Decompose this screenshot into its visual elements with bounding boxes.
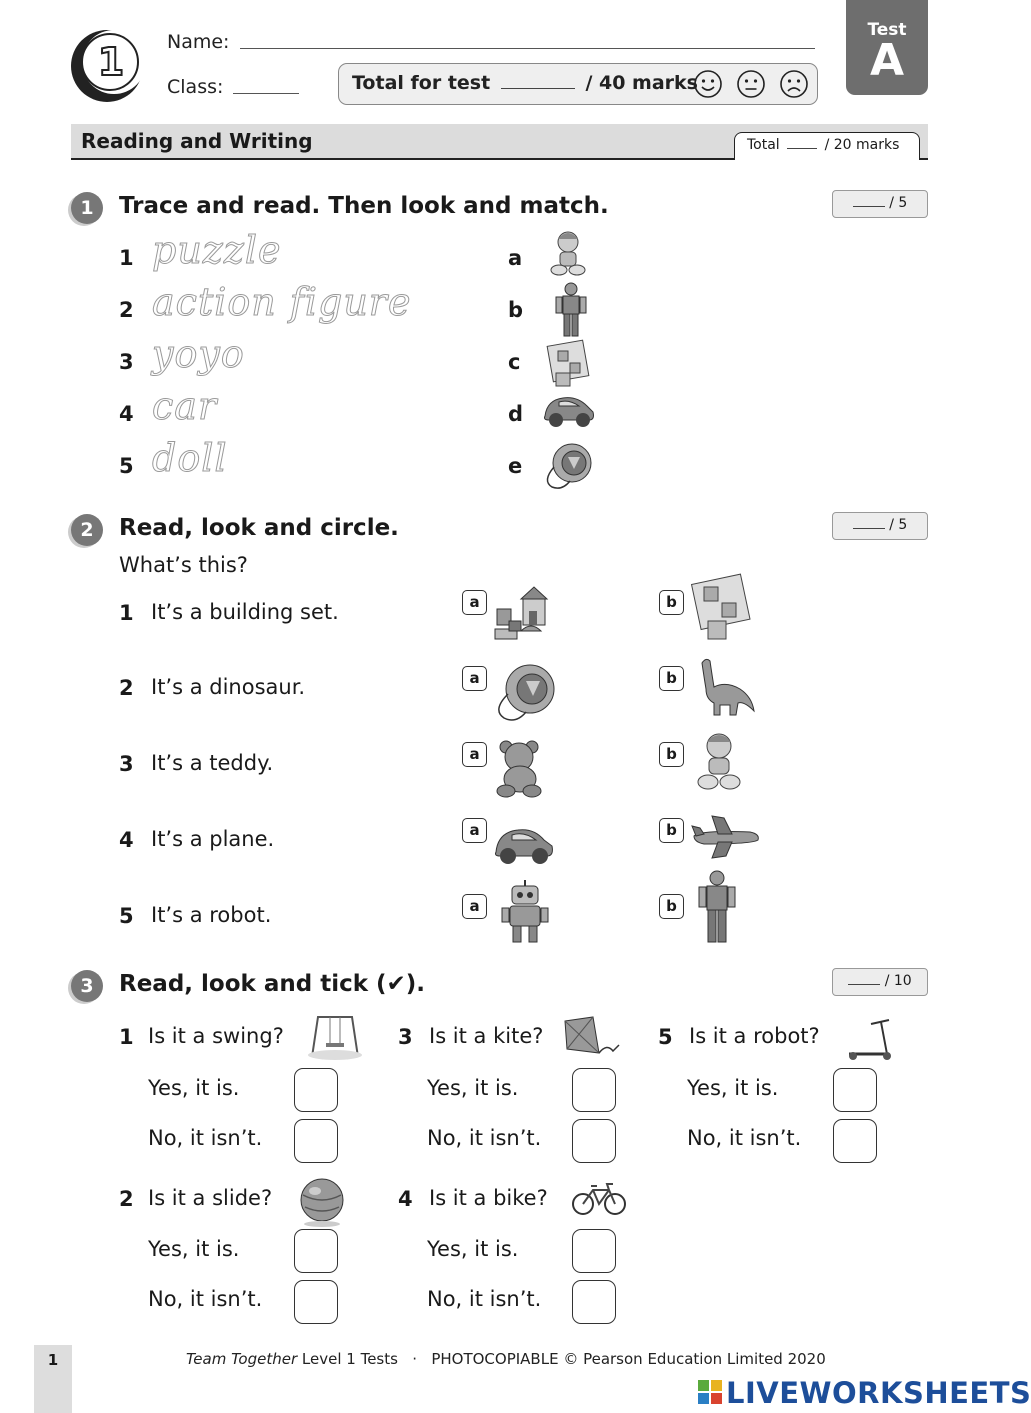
section-total <box>734 132 920 160</box>
option-b-label[interactable]: b <box>659 590 684 615</box>
exercise-2-title: Read, look and circle. <box>119 515 399 541</box>
item-sentence: It’s a robot. <box>151 903 272 927</box>
exercise-3-score <box>832 968 928 996</box>
option-b-label[interactable]: b <box>659 894 684 919</box>
tick-box-no[interactable] <box>294 1280 338 1324</box>
exercise-2-number: 2 <box>71 514 103 546</box>
score-blank[interactable] <box>853 528 885 529</box>
trace-word[interactable]: car <box>152 384 218 428</box>
question-text: Is it a swing? <box>148 1024 284 1048</box>
tick-box-yes[interactable] <box>572 1229 616 1273</box>
action-figure-icon[interactable] <box>553 282 589 338</box>
test-total-blank[interactable] <box>501 88 575 89</box>
bike-icon <box>571 1182 627 1216</box>
exercise-3-number: 3 <box>71 970 103 1002</box>
item-sentence: It’s a plane. <box>151 827 275 851</box>
item-number: 3 <box>119 752 134 776</box>
option-a-label[interactable]: a <box>462 666 487 691</box>
match-letter: c <box>508 350 521 374</box>
trace-word[interactable]: doll <box>152 436 228 480</box>
sad-face-icon <box>779 69 809 99</box>
unit-number: 1 <box>97 40 125 84</box>
item-sentence: It’s a building set. <box>151 600 339 624</box>
neutral-face-icon <box>736 69 766 99</box>
section-total-blank[interactable] <box>787 148 817 149</box>
trace-word[interactable]: puzzle <box>152 228 282 272</box>
test-letter: A <box>869 35 905 86</box>
item-number: 2 <box>119 676 134 700</box>
exercise-2-score <box>832 512 928 540</box>
page-number: 1 <box>34 1345 72 1413</box>
yoyo-icon[interactable] <box>490 662 558 724</box>
class-label: Class: <box>167 76 224 98</box>
plane-icon[interactable] <box>690 814 762 862</box>
class-field[interactable] <box>233 93 299 94</box>
puzzle-icon[interactable] <box>690 573 758 643</box>
tick-box-yes[interactable] <box>294 1229 338 1273</box>
option-b-label[interactable]: b <box>659 666 684 691</box>
tick-box-yes[interactable] <box>833 1068 877 1112</box>
answer-no: No, it isn’t. <box>427 1126 542 1150</box>
liveworksheets-logo-icon <box>698 1380 722 1404</box>
section-title: Reading and Writing <box>81 129 313 153</box>
doll-icon[interactable] <box>545 229 591 279</box>
word-number: 4 <box>119 402 134 426</box>
trace-word[interactable]: yoyo <box>152 332 245 376</box>
question-number: 4 <box>398 1187 413 1211</box>
exercise-3-title: Read, look and tick (✔). <box>119 971 426 997</box>
score-blank[interactable] <box>848 984 880 985</box>
match-letter: d <box>508 402 524 426</box>
test-total-text <box>352 72 698 94</box>
answer-yes: Yes, it is. <box>148 1237 240 1261</box>
score-max: / 10 <box>884 973 912 989</box>
tick-box-no[interactable] <box>294 1119 338 1163</box>
score-max: / 5 <box>889 517 908 533</box>
robot-icon[interactable] <box>500 880 550 944</box>
option-a-label[interactable]: a <box>462 742 487 767</box>
name-label: Name: <box>167 31 230 53</box>
footer-copyright: Level 1 Tests · PHOTOCOPIABLE © Pearson Education Limited 2020 <box>297 1350 826 1368</box>
tick-box-no[interactable] <box>833 1119 877 1163</box>
word-number: 2 <box>119 298 134 322</box>
footer-text <box>186 1350 826 1368</box>
answer-yes: Yes, it is. <box>687 1076 779 1100</box>
ball-icon <box>297 1177 347 1227</box>
question-text: Is it a slide? <box>148 1186 273 1210</box>
puzzle-icon[interactable] <box>546 339 592 389</box>
option-b-label[interactable]: b <box>659 818 684 843</box>
item-number: 4 <box>119 828 134 852</box>
answer-yes: Yes, it is. <box>427 1076 519 1100</box>
name-field[interactable] <box>240 48 815 49</box>
liveworksheets-watermark: LIVEWORKSHEETS <box>726 1376 1031 1410</box>
kite-icon <box>563 1015 621 1059</box>
question-number: 2 <box>119 1187 134 1211</box>
exercise-1-score <box>832 190 928 218</box>
score-max: / 5 <box>889 195 908 211</box>
question-text: Is it a bike? <box>429 1186 548 1210</box>
action-figure-icon[interactable] <box>696 870 738 944</box>
exercise-2-question: What’s this? <box>119 553 248 577</box>
question-number: 3 <box>398 1025 413 1049</box>
car-icon[interactable] <box>492 820 556 868</box>
question-text: Is it a robot? <box>689 1024 820 1048</box>
happy-face-icon <box>693 69 723 99</box>
option-b-label[interactable]: b <box>659 742 684 767</box>
word-number: 1 <box>119 246 134 270</box>
score-blank[interactable] <box>853 206 885 207</box>
doll-icon[interactable] <box>693 730 745 792</box>
item-sentence: It’s a teddy. <box>151 751 274 775</box>
yoyo-icon[interactable] <box>540 441 596 493</box>
trace-word[interactable]: action figure <box>152 280 412 324</box>
tick-box-yes[interactable] <box>294 1068 338 1112</box>
building-set-icon[interactable] <box>493 585 555 645</box>
answer-yes: Yes, it is. <box>148 1076 240 1100</box>
test-tab <box>846 0 928 95</box>
question-number: 5 <box>658 1025 673 1049</box>
test-total-prefix: Total for test <box>352 72 491 94</box>
word-number: 3 <box>119 350 134 374</box>
exercise-1-title: Trace and read. Then look and match. <box>119 193 609 219</box>
tick-box-no[interactable] <box>572 1280 616 1324</box>
car-icon[interactable] <box>541 390 597 430</box>
answer-no: No, it isn’t. <box>427 1287 542 1311</box>
scooter-icon <box>845 1014 903 1062</box>
option-a-label[interactable]: a <box>462 894 487 919</box>
item-number: 1 <box>119 601 134 625</box>
answer-no: No, it isn’t. <box>148 1287 263 1311</box>
tick-box-no[interactable] <box>572 1119 616 1163</box>
word-number: 5 <box>119 454 134 478</box>
swing-icon <box>306 1013 364 1061</box>
tick-box-yes[interactable] <box>572 1068 616 1112</box>
option-a-label[interactable]: a <box>462 818 487 843</box>
test-total-suffix: / 40 marks <box>585 72 698 94</box>
answer-no: No, it isn’t. <box>687 1126 802 1150</box>
section-total-suffix: / 20 marks <box>824 137 900 153</box>
answer-no: No, it isn’t. <box>148 1126 263 1150</box>
item-sentence: It’s a dinosaur. <box>151 675 306 699</box>
book-title: Team Together <box>186 1350 298 1368</box>
dinosaur-icon[interactable] <box>692 655 756 719</box>
answer-yes: Yes, it is. <box>427 1237 519 1261</box>
test-label: Test <box>867 20 907 40</box>
match-letter: e <box>508 454 523 478</box>
match-letter: a <box>508 246 523 270</box>
section-total-prefix: Total <box>747 137 780 153</box>
option-a-label[interactable]: a <box>462 590 487 615</box>
question-text: Is it a kite? <box>429 1024 544 1048</box>
item-number: 5 <box>119 904 134 928</box>
question-number: 1 <box>119 1025 134 1049</box>
match-letter: b <box>508 298 524 322</box>
teddy-icon[interactable] <box>492 739 552 799</box>
exercise-1-number: 1 <box>71 192 103 224</box>
